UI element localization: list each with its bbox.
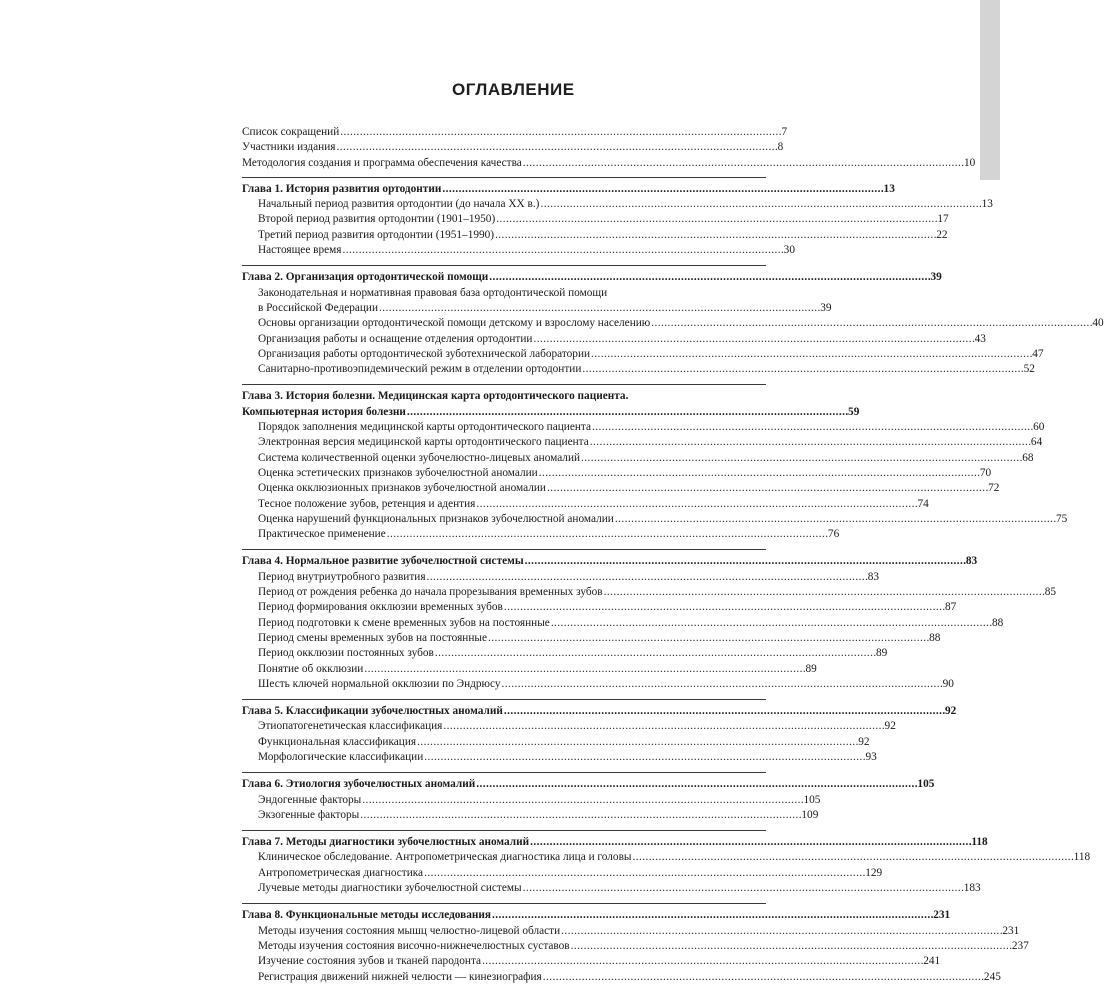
chapter-section	[242, 699, 957, 765]
toc-page-number: 129	[865, 866, 883, 879]
toc-page-number: 83	[965, 555, 978, 568]
toc-page-number: 85	[1044, 586, 1057, 599]
table-of-contents	[242, 125, 1104, 985]
toc-entry-title: Санитарно-противоэпидемический режим в отделении ортодонтии	[258, 363, 582, 376]
toc-front-entry[interactable]	[242, 156, 976, 171]
toc-subentry[interactable]	[242, 662, 817, 677]
toc-subentry[interactable]	[242, 850, 1091, 865]
chapter-heading[interactable]	[242, 777, 935, 792]
chapter-section	[242, 549, 1057, 692]
toc-entry-title: Этиопатогенетическая классификация	[258, 720, 443, 733]
dot-leader	[360, 808, 800, 823]
toc-subentry[interactable]	[242, 332, 986, 347]
dot-leader	[364, 662, 804, 677]
toc-entry-title: Глава 2. Организация ортодонтической помощи	[242, 271, 489, 284]
dot-leader	[427, 570, 867, 585]
toc-entry-title: Антропометрическая диагностика	[258, 866, 424, 879]
chapter-heading[interactable]	[242, 554, 978, 569]
chapter-heading[interactable]	[242, 835, 988, 850]
dot-leader	[495, 228, 935, 243]
toc-page-number: 89	[876, 647, 888, 660]
toc-entry-title: Период смены временных зубов на постоянные	[258, 631, 487, 644]
toc-entry-title: Глава 8. Функциональные методы исследования	[242, 909, 492, 922]
dot-leader	[543, 970, 983, 985]
toc-subentry[interactable]	[242, 954, 941, 969]
toc-page-number: 22	[936, 228, 948, 241]
dot-leader	[424, 750, 864, 765]
toc-page-number: 231	[933, 909, 951, 922]
toc-entry-title: Второй период развития ортодонтии (1901–1950)	[258, 213, 496, 226]
toc-subentry[interactable]	[242, 677, 954, 692]
toc-page-number: 118	[971, 836, 988, 849]
chapter-heading[interactable]	[242, 182, 895, 197]
toc-entry-title: Тесное положение зубов, ретенция и адентия	[258, 497, 476, 510]
dot-leader	[651, 316, 1091, 331]
toc-entry-title: Порядок заполнения медицинской карты ортодонтического пациента	[258, 421, 591, 434]
toc-page-number: 64	[1030, 436, 1043, 449]
toc-page-number: 109	[801, 808, 819, 821]
toc-page-number: 30	[783, 244, 795, 257]
toc-entry-title: Период подготовки к смене временных зубов на постоянные	[258, 616, 550, 629]
dot-leader	[489, 270, 929, 285]
toc-entry-title: Практическое применение	[258, 528, 386, 541]
dot-leader	[582, 362, 1022, 377]
toc-page-number: 60	[1033, 421, 1045, 434]
toc-page-number: 88	[929, 631, 941, 644]
toc-subentry[interactable]	[242, 808, 819, 823]
dot-leader	[591, 347, 1031, 362]
toc-subentry[interactable]	[242, 585, 1057, 600]
toc-subentry[interactable]	[242, 866, 883, 881]
toc-entry-title: Период от рождения ребенка до начала прорезывания временных зубов	[258, 586, 603, 599]
chapter-section	[242, 384, 1068, 542]
toc-front-entry[interactable]	[242, 125, 788, 140]
dot-leader	[530, 835, 970, 850]
toc-page-number: 92	[858, 735, 870, 748]
toc-page-number: 39	[930, 271, 942, 284]
dot-leader	[561, 924, 1001, 939]
toc-entry-title: Методы изучения состояния височно-нижнечелюстных суставов	[258, 939, 570, 952]
toc-page-number: 52	[1023, 363, 1035, 376]
toc-entry-title: Изучение состояния зубов и тканей пародонта	[258, 955, 482, 968]
toc-entry-title: Компьютерная история болезни	[242, 405, 406, 418]
dot-leader	[407, 405, 847, 420]
toc-page-number: 88	[991, 616, 1004, 629]
toc-page-number: 105	[803, 793, 821, 806]
toc-entry-title: Понятие об окклюзии	[258, 662, 364, 675]
dot-leader	[523, 156, 963, 171]
toc-entry-title: в Российской Федерации	[258, 301, 379, 314]
toc-entry-title: Клиническое обследование. Антропометрическая диагностика лица и головы	[258, 851, 632, 864]
chapter-section	[242, 830, 1091, 896]
dot-leader	[340, 125, 780, 140]
toc-entry-title: Методология создания и программа обеспечения качества	[242, 156, 522, 169]
dot-leader	[615, 512, 1055, 527]
toc-entry-title: Методы изучения состояния мышц челюстно-лицевой области	[258, 924, 561, 937]
toc-entry-title: Глава 4. Нормальное развитие зубочелюстной системы	[242, 555, 524, 568]
toc-subentry[interactable]	[242, 939, 1029, 954]
toc-subentry[interactable]	[242, 793, 821, 808]
toc-entry-title: Электронная версия медицинской карты ортодонтического пациента	[258, 436, 589, 449]
page-title: ОГЛАВЛЕНИЕ	[452, 80, 575, 99]
toc-page-number: 72	[988, 482, 1000, 495]
toc-page-number: 105	[917, 778, 935, 791]
dot-leader	[336, 140, 776, 155]
dot-leader	[443, 719, 883, 734]
dot-leader	[592, 420, 1032, 435]
toc-subentry[interactable]	[242, 512, 1068, 527]
toc-entry-title: Глава 7. Методы диагностики зубочелюстных аномалий	[242, 836, 530, 849]
toc-page-number: 39	[820, 301, 832, 314]
toc-subentry[interactable]	[242, 616, 1004, 631]
toc-page-number: 118	[1073, 851, 1091, 864]
chapter-section	[242, 265, 1104, 377]
toc-entry-title: Оценка нарушений функциональных признаков зубочелюстной аномалии	[258, 512, 614, 525]
toc-subentry[interactable]	[242, 735, 870, 750]
toc-subentry[interactable]	[242, 212, 949, 227]
toc-subentry[interactable]	[242, 451, 1034, 466]
dot-leader	[581, 451, 1021, 466]
toc-page-number: 183	[963, 882, 981, 895]
toc-subentry[interactable]	[242, 719, 896, 734]
toc-page-number: 8	[777, 141, 784, 154]
toc-entry-title: Период формирования окклюзии временных зубов	[258, 601, 503, 614]
toc-subentry[interactable]	[242, 970, 1001, 985]
toc-subentry[interactable]	[242, 527, 840, 542]
toc-entry-title: Оценка эстетических признаков зубочелюстной аномалии	[258, 466, 538, 479]
chapter-section	[242, 772, 935, 823]
dot-leader	[343, 243, 783, 258]
toc-entry-title: Эндогенные факторы	[258, 793, 362, 806]
toc-page-number: 68	[1022, 451, 1034, 464]
dot-leader	[604, 585, 1044, 600]
dot-leader	[442, 182, 882, 197]
toc-page-number: 87	[945, 601, 957, 614]
chapter-heading[interactable]	[242, 270, 942, 285]
toc-entry-title: Участники издания	[242, 141, 336, 154]
toc-page-number: 89	[805, 662, 817, 675]
toc-page-number: 245	[983, 970, 1001, 983]
toc-entry-title: Система количественной оценки зубочелюстно-лицевых аномалий	[258, 451, 581, 464]
dot-leader	[496, 212, 936, 227]
toc-subentry[interactable]	[242, 631, 941, 646]
toc-page-number: 13	[883, 182, 895, 195]
toc-entry-title: Морфологические классификации	[258, 750, 424, 763]
toc-page-number: 13	[981, 198, 993, 211]
toc-entry-title: Настоящее время	[258, 244, 342, 257]
toc-entry-title: Регистрация движений нижней челюсти — кинезиография	[258, 970, 542, 983]
toc-page-number: 92	[945, 705, 957, 718]
toc-subentry[interactable]	[242, 750, 877, 765]
toc-entry-title: Глава 5. Классификации зубочелюстных аномалий	[242, 705, 503, 718]
dot-leader	[504, 600, 944, 615]
toc-page-number: 47	[1032, 347, 1044, 360]
toc-subentry[interactable]	[242, 881, 981, 896]
dot-leader	[435, 646, 875, 661]
dot-leader	[590, 435, 1030, 450]
toc-page-number: 43	[974, 332, 986, 345]
dot-leader	[362, 793, 802, 808]
toc-entry-title: Лучевые методы диагностики зубочелюстной системы	[258, 882, 522, 895]
chapter-heading[interactable]	[242, 704, 957, 719]
dot-leader	[488, 631, 928, 646]
toc-page-number: 92	[884, 720, 896, 733]
dot-leader	[571, 939, 1011, 954]
toc-entry-title: Основы организации ортодонтической помощи детскому и взрослому населению	[258, 317, 651, 330]
toc-page-number: 10	[963, 156, 976, 169]
toc-page-number: 75	[1056, 512, 1068, 525]
toc-subentry[interactable]	[242, 466, 992, 481]
toc-subentry[interactable]	[242, 420, 1045, 435]
dot-leader	[476, 497, 916, 512]
chapter-section	[242, 177, 993, 258]
toc-entry-title: Период окклюзии постоянных зубов	[258, 647, 434, 660]
toc-page-number: 74	[917, 497, 929, 510]
toc-entry-title: Третий период развития ортодонтии (1951–1990)	[258, 228, 495, 241]
toc-entry-title: Организация работы и оснащение отделения ортодонтии	[258, 332, 533, 345]
toc-entry-title: Глава 6. Этиология зубочелюстных аномалий	[242, 778, 476, 791]
toc-subentry[interactable]	[242, 497, 929, 512]
dot-leader	[504, 704, 944, 719]
dot-leader	[523, 881, 963, 896]
chapter-heading[interactable]	[242, 405, 860, 420]
toc-entry-title: Экзогенные факторы	[258, 808, 360, 821]
toc-subentry[interactable]	[242, 924, 1020, 939]
toc-page-number: 76	[827, 528, 840, 541]
dot-leader	[387, 527, 827, 542]
dot-leader	[417, 735, 857, 750]
chapter-heading[interactable]	[242, 908, 951, 923]
dot-leader	[551, 616, 991, 631]
toc-page-number: 70	[979, 466, 992, 479]
toc-entry-title: Период внутриутробного развития	[258, 570, 426, 583]
toc-entry-title: Список сокращений	[242, 126, 340, 138]
toc-page-number: 7	[781, 126, 788, 138]
chapter-heading-line: Глава 3. История болезни. Медицинская карта ортодонтического пациента.	[242, 390, 629, 403]
toc-front-entry[interactable]	[242, 140, 784, 155]
toc-subentry[interactable]	[242, 243, 795, 258]
toc-page-number: 59	[848, 405, 860, 418]
dot-leader	[539, 466, 979, 481]
toc-page-number: 93	[865, 750, 877, 763]
toc-subentry[interactable]	[242, 362, 1035, 377]
toc-entry-title: Глава 1. История развития ортодонтии	[242, 182, 442, 195]
toc-subentry[interactable]	[242, 570, 879, 585]
toc-subentry[interactable]	[242, 646, 888, 661]
dot-leader	[533, 332, 973, 347]
toc-entry-title: Оценка окклюзионных признаков зубочелюстной аномалии	[258, 482, 546, 495]
dot-leader	[633, 850, 1073, 865]
dot-leader	[501, 677, 941, 692]
chapter-section	[242, 903, 1029, 984]
toc-page-number: 237	[1011, 939, 1029, 952]
dot-leader	[525, 554, 965, 569]
toc-page-number: 90	[942, 677, 954, 690]
dot-leader	[379, 301, 819, 316]
toc-entry-title: Шесть ключей нормальной окклюзии по Эндрюсу	[258, 677, 501, 690]
dot-leader	[540, 197, 980, 212]
toc-page-number: 83	[867, 570, 879, 583]
toc-subentry[interactable]	[242, 301, 832, 316]
toc-subentry[interactable]	[242, 435, 1043, 450]
toc-page-number: 17	[937, 213, 949, 226]
toc-page-number: 40	[1092, 317, 1104, 330]
page-edge-tab	[980, 0, 1000, 180]
toc-subentry[interactable]	[242, 347, 1044, 362]
toc-subentry[interactable]	[242, 228, 948, 243]
toc-entry-title: Начальный период развития ортодонтии (до начала XX в.)	[258, 198, 540, 211]
dot-leader	[424, 866, 864, 881]
toc-subentry-line: Законодательная и нормативная правовая база ортодонтической помощи	[258, 286, 608, 299]
toc-entry-title: Функциональная классификация	[258, 735, 417, 748]
toc-entry-title: Организация работы ортодонтической зуботехнической лаборатории	[258, 347, 591, 360]
dot-leader	[547, 481, 987, 496]
toc-subentry[interactable]	[242, 600, 957, 615]
toc-subentry[interactable]	[242, 481, 1000, 496]
dot-leader	[482, 954, 922, 969]
toc-subentry[interactable]	[242, 197, 993, 212]
toc-page-number: 241	[923, 955, 941, 968]
toc-subentry[interactable]	[242, 316, 1104, 331]
dot-leader	[492, 908, 932, 923]
toc-page-number: 231	[1002, 924, 1020, 937]
dot-leader	[476, 777, 916, 792]
